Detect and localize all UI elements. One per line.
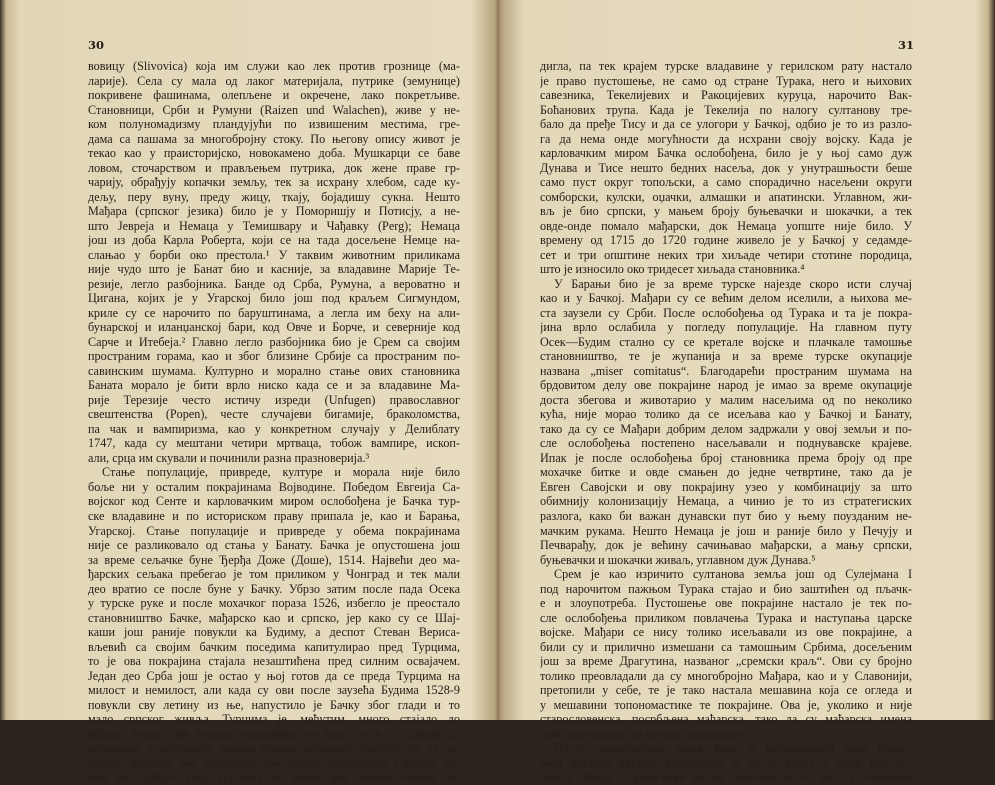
text-line: ђарских сељака пребегао је том приликом у Чонград и тек мали	[88, 567, 460, 582]
text-line: текао као у праисторијско, новокамено доба. Мушкарци се баве	[88, 146, 460, 161]
text-line: јина врло ослабила у погледу популације. На главном путу	[540, 320, 912, 335]
text-line: доказу дефтере ову покрајину постепено насељавали Србима ма-	[88, 755, 460, 770]
text-line: у турске руке и после мохачког пораза 1526, избегло је преостало	[88, 596, 460, 611]
text-line: Печварађу, док је већину сачињавао мађарски, а мању српски,	[540, 538, 912, 553]
text-line: војске. Мађари се нису толико исељавали из ове покрајине, а	[540, 625, 912, 640]
text-line: није чудо што је Банат био и касније, за владавине Марије Те-	[88, 262, 460, 277]
text-line: претопили у себе, те је тако настала мешавина која се огледа и	[540, 683, 912, 698]
text-line: за време сељачке буне Ђерђа Доже (Доше), 1514. Највећи део ма-	[88, 552, 460, 567]
text-line: доста збегова и животарио у малим насељима од по неколико	[540, 392, 912, 407]
text-line: боље ни у осталим покрајинама Војводине. Победом Евгеија Са-	[88, 479, 460, 494]
text-line: јина постала акутна, разумљиво је да је Банат у први ред до-	[540, 755, 912, 770]
page-number: 31	[898, 38, 915, 52]
text-line: вљ је био српски, у мањем броју буњевачки и шокачки, а тек	[540, 204, 912, 219]
text-line: га да нема онде могућности да исхрани своју војску. Када је	[540, 131, 912, 146]
text-line: сомборски, кулски, оџачки, алмашки и апатински. Углавном, жи-	[540, 189, 912, 204]
text-line: је право пустошење, не само од стране Турака, него и њихових	[540, 73, 912, 88]
text-line: криле су се нарочито по баруштинама, а легла им беху на али-	[88, 305, 460, 320]
text-line: брдовитом делу ове покрајине народ је имао за време окупације	[540, 378, 912, 393]
text-line: још из доба Карла Роберта, који се на тада досељене Немце на-	[88, 233, 460, 248]
text-line: вљевић са својим бачким поседима капитулирао пред Турцима,	[88, 639, 460, 654]
text-line: обраде земље ове плодне покрајине, па како су и у Србији са	[88, 726, 460, 741]
text-line: Баната морало је бити врло ниско када се и за владавине Ма-	[88, 378, 460, 393]
text-line: Становници, Срби и Румуни (Raizen und Walachen), живе у не-	[88, 102, 460, 117]
text-line: рије Терезије често истичу изреди (Unfugen) православног	[88, 392, 460, 407]
text-line: Боћанових трупа. Када је Текелија по налогу султанову тре-	[540, 102, 912, 117]
text-line: део вратио се после буне у Бачку. Убрзо затим после пада Осека	[88, 581, 460, 596]
text-line: покривене фашинама, олепљене и окречене, лако покретљиве.	[88, 88, 460, 103]
text-line: бунарској и иланџанској бари, код Овче и Борче, и северније код	[88, 320, 460, 335]
text-line: ларије). Села су мала од лаког материјала, путрике (земунице)	[88, 73, 460, 88]
text-line: У Барањи био је за време турске најезде скоро исти случај	[554, 276, 912, 291]
text-line: ком полуномадизму пландујући по извишеним местима, гре-	[88, 117, 460, 132]
text-line: названа „miser comitatus“. Благодарећи пространим шумама на	[540, 363, 912, 378]
text-line: војског код Сенте и карловачким миром ослобођена је Бачка тур-	[88, 494, 460, 509]
text-line: сељацима успоставили колико-толико нормалне односе, то су по	[88, 741, 460, 756]
text-line: Дунава и Тисе нешто бедних насеља, док у унутрашњости беше	[540, 160, 912, 175]
page-number: 30	[88, 38, 105, 52]
text-line: разлога, како би важан дунавски пут био у њему поузданим не-	[540, 508, 912, 523]
text-line: обимнију колонизацију Немаца, а чинио је то из стратегиских	[540, 494, 912, 509]
text-line: чарију, обрађују копачки земљу, тек за исхрану хлебом, саде ку-	[88, 175, 460, 190]
text-line: мачким рукама. Нешто Немаца је још и раније било у Печују и	[540, 523, 912, 538]
text-line: карловачким миром Бачка ослобођена, било је у њој само дуж	[540, 146, 912, 161]
text-line: мохачке битке и овде смањен до једне четвртине, тако да је	[540, 465, 912, 480]
text-line: као и у Бачкој. Мађари су се већим делом иселили, а њихова ме-	[540, 291, 912, 306]
text-line: само преудешена за српско изговарање.⁶	[540, 726, 750, 741]
text-line: толико преовладали да су многобројно Мађара, као и у Славонији,	[540, 668, 912, 683]
text-line: резије, легло разбојника. Банде од Срба, Румуна, а вероватно и	[88, 276, 460, 291]
text-line: дигла, па тек крајем турске владавине у герилском рату настало	[540, 59, 912, 73]
text-line: сет и три општине неких три хиљаде четири стотине породица,	[540, 247, 912, 262]
text-line: Евген Савојски и ову покрајину узео у комбинацију за што	[540, 479, 912, 494]
text-line: старословенска, посрбљена мађарска, тако да су мађарска имена	[540, 712, 912, 727]
text-line: овде-онде помало мађарски, док Немаца уопште није било. У	[540, 218, 912, 233]
text-line: кућа, није морао толико да се исељава као у Бачкој и Банату,	[540, 407, 912, 422]
text-line: становништво, те је жупанија и за време турске окупације	[540, 349, 912, 364]
text-line: али, срца им скували и починили разна празноверија.³	[88, 450, 370, 465]
text-line: Осек—Будим стално су се кретале војске и плачкале тамошње	[540, 334, 912, 349]
text-line: тако да су се Мађари добрим делом задржали у овој земљи и по-	[540, 421, 912, 436]
text-line: сле ослобођења постепено насељавали и поднувавске крајеве.	[540, 436, 912, 451]
text-line: 1747, када су мештани четири мртваца, тобож вампире, ископ-	[88, 436, 460, 451]
text-line: ске владавине и по историском праву припала је, као и Барања,	[88, 508, 460, 523]
text-line: још за време Драгутина, названог „сремски краљ“. Ови су бројно	[540, 654, 912, 669]
text-line: каши још раније повукли ка Будиму, а деспот Стеван Вериса-	[88, 625, 460, 640]
text-line: свештенства (Popen), честе случајеви бигамије, браколомства,	[88, 407, 460, 422]
text-line: Цигана, којих је у Угарској било још под краљем Сигмундом,	[88, 291, 460, 306]
text-line: шао у обзир. Стратегиски разлог захтевао је то, јер са поновном	[540, 770, 912, 785]
text-line: под нарочитом пажњом Турака стајао и био заштићен од пљачк-	[540, 581, 912, 596]
text-line: Сарче и Итебеја.² Главно легло разбојника био је Срем са својим	[88, 334, 460, 349]
text-line: само пуст округ топољски, а само спорадично насељени округи	[540, 175, 912, 190]
text-line: дама са пашама за многобројну стоку. По његову опису живот је	[88, 131, 460, 146]
text-line: били су и прилично измешани са тамошњим Србима, досељеним	[540, 639, 912, 654]
text-line: е и злоупотреба. Пустошење ове покрајине настало је тек по-	[540, 596, 912, 611]
text-line: хом из Србије. Под Турцима се Бачка још колико-толико по-	[88, 770, 460, 785]
text-line: вовицу (Slivovica) која им служи као лек против грознице (ма-	[88, 59, 460, 73]
text-line: савезника, Текелијевих и Ракоцијевих куруца, нарочито Вак-	[540, 88, 912, 103]
text-line: Ипак је после ослобођења број становника према броју од пре	[540, 450, 912, 465]
text-line: Стање популације, привреде, културе и морала није било	[102, 465, 460, 480]
right-page	[498, 0, 995, 785]
text-line: није се разликовало од стања у Банату. Бачка је опустошена још	[88, 538, 460, 553]
text-line: што Јевреја и Немаца у Темишвару и Чађавку (Perg); Немаца	[88, 218, 460, 233]
text-line: Један део Срба још је остао у њој готов да се преда Турцима на	[88, 668, 460, 683]
text-line: Мађара (српског језика) било је у Поморишју и Потисју, а не-	[88, 204, 460, 219]
text-line: сле ослобођења приликом повлачења Турака и наступања царске	[540, 610, 912, 625]
text-line: што је износило око тридесет хиљада становника.⁴	[540, 262, 805, 277]
text-line: буњевачки и шокачки живаљ, углавном дуж Дунава.⁵	[540, 552, 816, 567]
text-line: После пожаревачког мира, када је колонизација ових покра-	[554, 741, 912, 756]
text-line: пространим горама, као и због близине Србије са пространим по-	[88, 349, 460, 364]
text-line: ста заузели су Срби. После ослобођења од Турака и та је покра-	[540, 305, 912, 320]
text-line: савинским шумама. Културно и морално стање ових становника	[88, 363, 460, 378]
text-line: становништво Бачке, мађарско као и српско, јер како су се Шај-	[88, 610, 460, 625]
text-line: времену од 1715 до 1720 године живело је у Бачкој у седамде-	[540, 233, 912, 248]
text-line: у мешавини топономастике те покрајине. Ова је, уколико и није	[540, 697, 912, 712]
text-line: па чак и вампиризма, као у конкретном случају у Делиблату	[88, 421, 460, 436]
text-line: дељу, перу вуну, преду жицу, ткају, бојадишу сукна. Нешто	[88, 189, 460, 204]
text-line: Срем је као изричито султанова земља још од Сулејмана I	[554, 567, 912, 582]
text-line: повукли сву летину из ње, напустило је Бачку због глади и то	[88, 697, 460, 712]
text-line: слањао у борби око престола.¹ У таквим животним приликама	[88, 247, 460, 262]
right-page-text	[540, 59, 912, 785]
text-line: то је ова покрајина стајала незаштићена пред силним освајачем.	[88, 654, 460, 669]
left-page-text	[88, 59, 460, 785]
text-line: мало српског живља. Турцима је, међутим, много стајало до	[88, 712, 460, 727]
text-line: бало да пређе Тису и да се улогори у Бачкој, одбио је то из разло-	[540, 117, 912, 132]
text-line: милост и немилост, али када су ови после заузећа Будима 1528-9	[88, 683, 460, 698]
text-line: Угарској. Стање популације и привреде у обема покрајинама	[88, 523, 460, 538]
text-line: ловом, сточарством и прављењем путрика, док жене праве гр-	[88, 160, 460, 175]
